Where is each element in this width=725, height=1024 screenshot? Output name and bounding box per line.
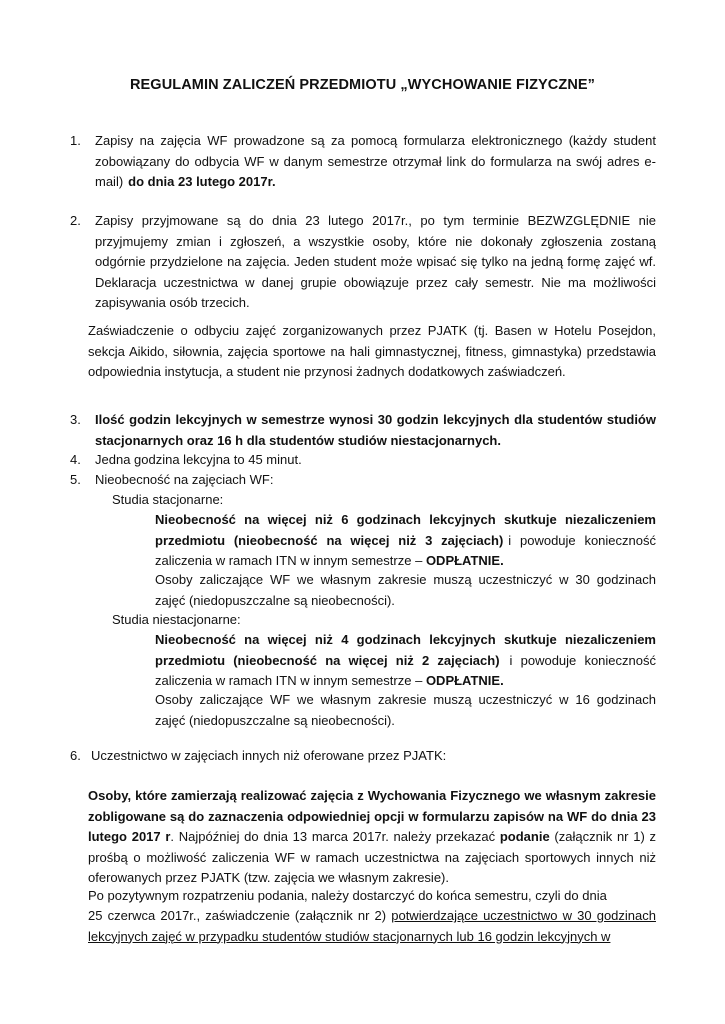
item-2-text: Zapisy przyjmowane są do dnia 23 lutego 2017r., po tym terminie BEZWZGLĘDNIE nie przyjmujemy zmian i zgłoszeń, a wszystkie osoby, które nie dokonały zgłoszenia zostaną odgórnie przydzielone na zajęcia. Jeden student może wpisać się tylko na jedną formę zajęć wf. Deklaracja uczestnictwa w danej grupie obowiązuje przez cały semestr. Nie ma możliwości zapisywania osób trzecich. (95, 213, 656, 310)
non-stationary-note: Osoby zaliczające WF we własnym zakresie muszą uczestniczyć w 16 godzinach zajęć (niedopuszczalne są nieobecności). (155, 692, 656, 728)
stationary-label: Studia stacjonarne: (112, 492, 224, 507)
item-1-deadline: do dnia 23 lutego 2017r. (128, 174, 276, 189)
non-stationary-rule-text: i powoduje konieczność zaliczenia w ramach ITN w innym semestrze – (155, 652, 656, 688)
non-stationary-rule-paid: ODPŁATNIE. (425, 673, 504, 688)
list-item-6 (70, 746, 656, 767)
item-number: 5. (70, 472, 81, 487)
own-scope-paragraph (88, 786, 656, 889)
item-6-text: Uczestnictwo w zajęciach innych niż oferowane przez PJATK: (91, 748, 447, 763)
non-stationary-label: Studia niestacjonarne: (112, 612, 241, 627)
certificate-deadline-text: 25 czerwca 2017r., zaświadczenie (załącznik nr 2) (88, 908, 387, 923)
list-item-1 (70, 131, 656, 193)
own-scope-text: . Najpóźniej do dnia 13 marca 2017r. należy przekazać (170, 829, 496, 844)
item-3-text: Ilość godzin lekcyjnych w semestrze wynosi 30 godzin lekcyjnych dla studentów studiów stacjonarnych oraz 16 h dla studentów studiów niestacjonarnych. (95, 412, 656, 448)
non-stationary-rule-bold: Nieobecność na więcej niż 4 godzinach lekcyjnych skutkuje niezaliczeniem przedmiotu (nieobecność na więcej niż 2 zajęciach) (155, 632, 656, 668)
stationary-note: Osoby zaliczające WF we własnym zakresie muszą uczestniczyć w 30 godzinach zajęć (niedopuszczalne są nieobecności). (155, 572, 656, 608)
list-item-3 (70, 410, 656, 451)
stationary-rule (155, 510, 656, 572)
item-number: 4. (70, 452, 81, 467)
item-number: 6. (70, 748, 81, 763)
item-number: 3. (70, 412, 81, 427)
own-scope-application: podanie (499, 829, 550, 844)
stationary-rule-text: i powoduje konieczność zaliczenia w ramach ITN w innym semestrze – (155, 532, 656, 568)
item-number: 2. (70, 213, 81, 228)
item-5-text: Nieobecność na zajęciach WF: (95, 472, 274, 487)
stationary-rule-bold: Nieobecność na więcej niż 6 godzinach lekcyjnych skutkuje niezaliczeniem przedmiotu (nieobecność na więcej niż 3 zajęciach) (155, 512, 656, 548)
list-item-5 (70, 470, 656, 491)
non-stationary-rule (155, 630, 656, 692)
list-item-2 (70, 211, 656, 314)
item-text (95, 131, 656, 193)
list-item-4 (70, 450, 656, 471)
stationary-rule-paid: ODPŁATNIE. (425, 553, 504, 568)
item-number: 1. (70, 133, 81, 148)
own-scope-text-2: (załącznik nr 1) z prośbą o możliwość zaliczenia WF w ramach uczestnictwa na zajęciach sportowych innych niż oferowanych przez PJATK (tzw. zajęcia we własnym zakresie). (88, 829, 657, 885)
after-approval-line: Po pozytywnym rozpatrzeniu podania, należy dostarczyć do końca semestru, czyli do dnia (88, 888, 607, 903)
certificate-note: Zaświadczenie o odbyciu zajęć zorganizowanych przez PJATK (tj. Basen w Hotelu Posejdon, sekcja Aikido, siłownia, zajęcia sportowe na hali gimnastycznej, fitness, gimnastyka) przedstawia odpowiednia instytucja, a student nie przynosi żadnych dodatkowych zaświadczeń. (88, 323, 656, 379)
document-title: REGULAMIN ZALICZEŃ PRZEDMIOTU „WYCHOWANIE FIZYCZNE” (129, 77, 596, 93)
item-4-text: Jedna godzina lekcyjna to 45 minut. (95, 452, 302, 467)
item-1-text: Zapisy na zajęcia WF prowadzone są za pomocą formularza elektronicznego (każdy student zobowiązany do odbycia WF w danym semestrze otrzymał link do formularza na swój adres e-mail) (95, 133, 656, 189)
certificate-requirement-underlined: potwierdzające uczestnictwo w 30 godzinach lekcyjnych zajęć w przypadku studentów studiów stacjonarnych lub 16 godzin lekcyjnych w (88, 908, 656, 944)
certificate-deadline (88, 906, 656, 947)
own-scope-bold: Osoby, które zamierzają realizować zajęcia z Wychowania Fizycznego we własnym zakresie zobligowane są do zaznaczenia odpowiedniej opcji w formularzu zapisów na WF do dnia 23 lutego 2017 r (88, 788, 656, 844)
